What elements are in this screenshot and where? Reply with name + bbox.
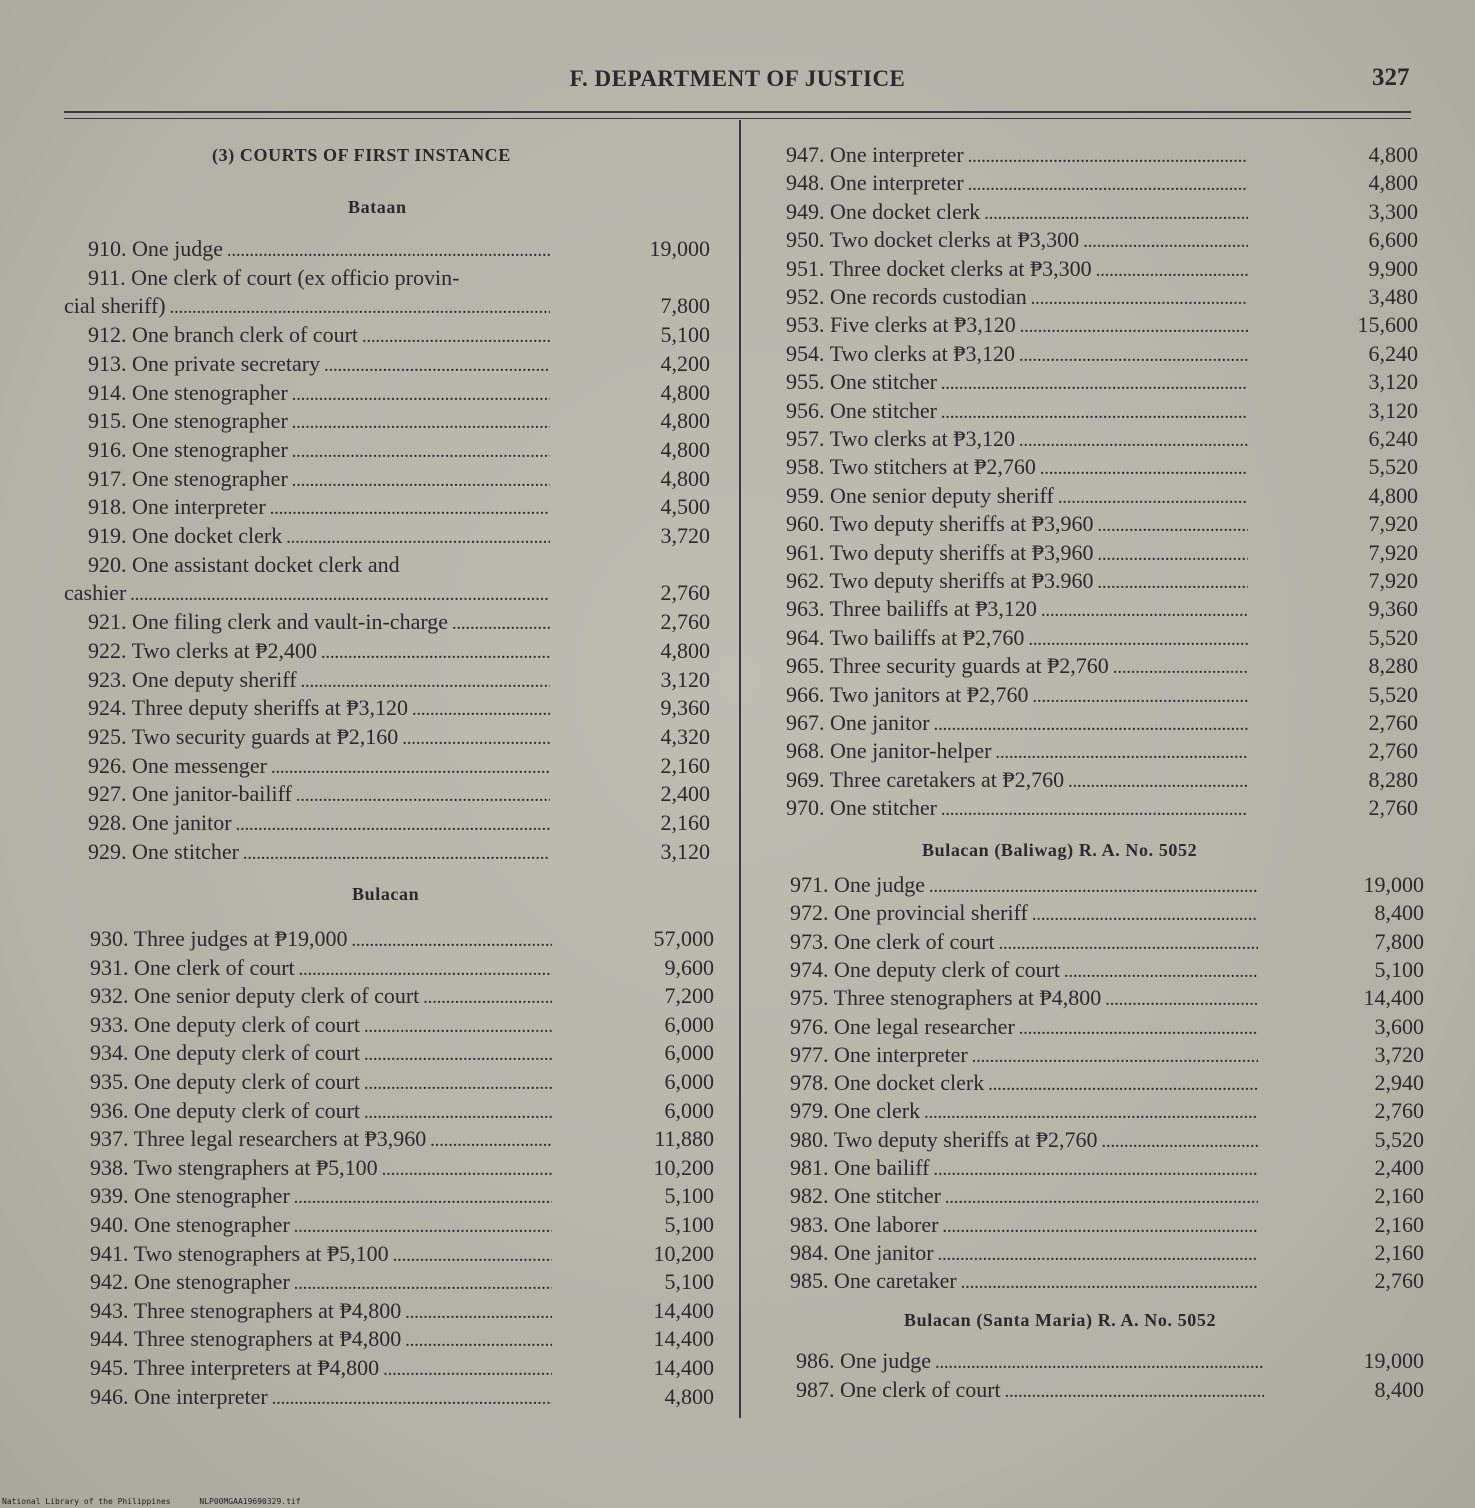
line-item (742, 1240, 1475, 1269)
line-item-amount: 8,280 (1368, 653, 1418, 679)
line-item (0, 494, 739, 523)
line-item-amount: 3,300 (1368, 198, 1418, 224)
line-item (0, 1241, 739, 1270)
line-item-amount: 2,760 (1374, 1268, 1424, 1294)
line-item (742, 540, 1475, 569)
line-item-amount: 4,800 (1368, 142, 1418, 167)
line-item-text: 937. Three legal researchers at ₱3,960 ..... (90, 1126, 552, 1152)
line-item-amount: 2,160 (660, 752, 710, 778)
subsection-heading-bulacan: Bulacan (352, 884, 420, 904)
line-item-text: 958. Two stitchers at ₱2,760 ..... (786, 454, 1248, 480)
line-item (0, 351, 739, 380)
line-item (0, 609, 739, 638)
line-item-text: 979. One clerk ..... (790, 1098, 1258, 1124)
line-item (742, 710, 1475, 739)
line-item (742, 312, 1475, 341)
line-item-text: 932. One senior deputy clerk of court ..... (90, 983, 552, 1009)
line-item-text: 966. Two janitors at ₱2,760 ..... (786, 682, 1248, 708)
line-item-amount: 7,200 (664, 983, 714, 1009)
line-item-text: 941. Two stenographers at ₱5,100 ..... (90, 1241, 552, 1267)
subsection-heading-bataan: Bataan (348, 197, 407, 217)
line-item (742, 1070, 1475, 1099)
line-item (0, 1126, 739, 1155)
line-item (742, 369, 1475, 398)
line-item-amount: 5,520 (1374, 1126, 1424, 1152)
line-item-amount: 8,400 (1374, 900, 1424, 926)
line-item-text: 954. Two clerks at ₱3,120 ..... (786, 341, 1248, 367)
subsection-heading-baliwag: Bulacan (Baliwag) R. A. No. 5052 (922, 840, 1198, 860)
line-item-amount: 6,600 (1368, 227, 1418, 253)
line-item-text: 915. One stenographer ..... (88, 408, 550, 434)
line-item (0, 1355, 739, 1384)
line-item (742, 284, 1475, 313)
line-item (742, 795, 1475, 824)
line-item-amount: 9,600 (664, 954, 714, 980)
footer-file: NLP00MGAA19690329.tif (199, 1497, 301, 1506)
line-item (742, 170, 1475, 199)
line-item (742, 1268, 1475, 1297)
page-number: 327 (1372, 64, 1410, 91)
line-item-text: 976. One legal researcher ..... (790, 1014, 1258, 1040)
line-item-text: 917. One stenographer ..... (88, 466, 550, 492)
line-item-text: cial sheriff) ..... (64, 293, 550, 319)
line-item (742, 957, 1475, 986)
line-item-text: 927. One janitor-bailiff ..... (88, 781, 550, 807)
line-item-amount: 7,800 (1374, 928, 1424, 954)
line-item (742, 653, 1475, 682)
line-item-text: 916. One stenographer ..... (88, 437, 550, 463)
column-divider (739, 120, 741, 1418)
line-item-amount: 7,920 (1368, 539, 1418, 565)
line-item (0, 667, 739, 696)
line-item-text: 946. One interpreter ..... (90, 1384, 552, 1410)
line-item-text: 968. One janitor-helper ..... (786, 738, 1248, 764)
line-item (742, 900, 1475, 929)
line-item-amount: 3,600 (1374, 1013, 1424, 1039)
line-item-amount: 5,520 (1368, 624, 1418, 650)
line-item (0, 1069, 739, 1098)
line-item (742, 872, 1475, 901)
line-item-amount: 3,120 (660, 838, 710, 864)
line-item-text: 963. Three bailiffs at ₱3,120 ..... (786, 596, 1248, 622)
line-item-text: 944. Three stenographers at ₱4,800 ..... (90, 1326, 552, 1352)
line-item-text: 942. One stenographer ..... (90, 1269, 552, 1295)
line-item (0, 1155, 739, 1184)
line-item (742, 341, 1475, 370)
line-item (742, 985, 1475, 1014)
line-item-text: 933. One deputy clerk of court ..... (90, 1012, 552, 1038)
line-item-text: 926. One messenger ..... (88, 753, 550, 779)
line-item (742, 1042, 1475, 1071)
line-item-text: 971. One judge ..... (790, 872, 1258, 898)
line-item-amount: 9,360 (1368, 596, 1418, 622)
line-item-text: 969. Three caretakers at ₱2,760 ..... (786, 767, 1248, 793)
line-item-amount: 3,120 (660, 666, 710, 692)
line-item-amount: 2,760 (1368, 795, 1418, 821)
line-item (0, 1298, 739, 1327)
line-item-amount: 14,400 (653, 1297, 714, 1323)
line-item-amount: 8,280 (1368, 766, 1418, 792)
line-item (0, 580, 739, 609)
line-item (742, 199, 1475, 228)
line-item-amount: 4,800 (1368, 170, 1418, 196)
line-item-text: 978. One docket clerk ..... (790, 1070, 1258, 1096)
line-item-text: 964. Two bailiffs at ₱2,760 ..... (786, 625, 1248, 651)
line-item-text: 965. Three security guards at ₱2,760 ..... (786, 653, 1248, 679)
line-item (742, 1212, 1475, 1241)
line-item (0, 781, 739, 810)
line-item-text: 980. Two deputy sheriffs at ₱2,760 ..... (790, 1127, 1258, 1153)
line-item (0, 926, 739, 955)
line-item-amount: 2,160 (660, 810, 710, 835)
line-item-text: 924. Three deputy sheriffs at ₱3,120 ..... (88, 695, 550, 721)
line-item-text: cashier ..... (64, 580, 550, 606)
line-item-text: 943. Three stenographers at ₱4,800 ..... (90, 1298, 552, 1324)
line-item (742, 1183, 1475, 1212)
line-item-text: 928. One janitor ..... (88, 810, 550, 836)
line-item-text: 949. One docket clerk ..... (786, 199, 1248, 225)
line-item-amount: 14,400 (1363, 985, 1424, 1011)
line-item-amount: 7,800 (660, 293, 710, 319)
line-item-text: 948. One interpreter ..... (786, 170, 1248, 196)
line-item-amount: 2,760 (660, 609, 710, 635)
line-item-text: 911. One clerk of court (ex officio provin- (88, 264, 460, 290)
line-item-text: 977. One interpreter ..... (790, 1042, 1258, 1068)
line-item (0, 1326, 739, 1355)
line-item (0, 753, 739, 782)
line-item (0, 695, 739, 724)
line-item-amount: 10,200 (653, 1154, 714, 1180)
line-item-text: 910. One judge ..... (88, 236, 550, 262)
line-item-amount: 19,000 (649, 236, 710, 261)
line-item-text: 984. One janitor ..... (790, 1240, 1258, 1266)
line-item (742, 483, 1475, 512)
line-item-text: 923. One deputy sheriff ..... (88, 667, 550, 693)
line-item (742, 256, 1475, 285)
line-item-text: 939. One stenographer ..... (90, 1183, 552, 1209)
line-item (742, 1377, 1475, 1406)
line-item (742, 929, 1475, 958)
line-item-amount: 5,100 (664, 1269, 714, 1295)
line-item-text: 955. One stitcher ..... (786, 369, 1248, 395)
line-item-amount: 4,200 (660, 350, 710, 376)
line-item-text: 975. Three stenographers at ₱4,800 ..... (790, 985, 1258, 1011)
line-item-amount: 2,400 (1374, 1155, 1424, 1180)
line-item-amount: 5,100 (664, 1183, 714, 1209)
line-item (0, 1384, 739, 1413)
line-item-text: 956. One stitcher ..... (786, 398, 1248, 424)
line-item-text: 931. One clerk of court ..... (90, 955, 552, 981)
line-item-text: 959. One senior deputy sheriff ..... (786, 483, 1248, 509)
line-item-amount: 2,940 (1374, 1070, 1424, 1096)
line-item-amount: 15,600 (1357, 312, 1418, 338)
line-item-amount: 3,720 (1374, 1041, 1424, 1067)
line-item-amount: 3,120 (1368, 397, 1418, 423)
line-item-text: 938. Two stengraphers at ₱5,100 ..... (90, 1155, 552, 1181)
line-item-text: 952. One records custodian ..... (786, 284, 1248, 310)
line-item-amount: 10,200 (653, 1240, 714, 1266)
line-item (0, 955, 739, 984)
line-item-amount: 4,800 (660, 379, 710, 405)
line-item-amount: 6,240 (1368, 340, 1418, 366)
line-item-amount: 3,480 (1368, 284, 1418, 309)
line-item (0, 437, 739, 466)
line-item (742, 398, 1475, 427)
line-item-amount: 2,760 (1368, 710, 1418, 735)
subsection-heading-santa-maria: Bulacan (Santa Maria) R. A. No. 5052 (904, 1310, 1217, 1330)
line-item-text: 947. One interpreter ..... (786, 142, 1248, 168)
line-item-text: 930. Three judges at ₱19,000 ..... (90, 926, 552, 952)
line-item (0, 1269, 739, 1298)
line-item-amount: 5,520 (1368, 454, 1418, 480)
line-item-text: 919. One docket clerk ..... (88, 523, 550, 549)
line-item-text: 913. One private secretary ..... (88, 351, 550, 377)
line-item (742, 625, 1475, 654)
line-item (742, 568, 1475, 597)
line-item-amount: 6,000 (664, 1069, 714, 1094)
line-item (742, 142, 1475, 171)
line-item-amount: 4,320 (660, 723, 710, 749)
line-item (0, 1098, 739, 1127)
line-item-text: 957. Two clerks at ₱3,120 ..... (786, 426, 1248, 452)
line-item (742, 511, 1475, 540)
line-item (0, 265, 739, 294)
line-item-text: 940. One stenographer ..... (90, 1212, 552, 1238)
line-item-amount: 2,760 (660, 580, 710, 606)
line-item-amount: 2,760 (1368, 738, 1418, 764)
line-item-amount: 2,160 (1374, 1183, 1424, 1209)
line-item (0, 1012, 739, 1041)
line-item-text: 921. One filing clerk and vault-in-charge ..... (88, 609, 550, 635)
line-item-amount: 5,100 (660, 322, 710, 348)
line-item-text: 983. One laborer ..... (790, 1212, 1258, 1238)
line-item-text: 951. Three docket clerks at ₱3,300 ..... (786, 256, 1248, 282)
line-item-text: 970. One stitcher ..... (786, 795, 1248, 821)
line-item-amount: 2,160 (1374, 1239, 1424, 1265)
line-item-text: 918. One interpreter ..... (88, 494, 550, 520)
line-item-amount: 2,760 (1374, 1098, 1424, 1124)
line-item-amount: 5,100 (664, 1212, 714, 1237)
line-item-amount: 4,800 (660, 408, 710, 434)
line-item-text: 960. Two deputy sheriffs at ₱3,960 ..... (786, 511, 1248, 537)
footer (2, 1497, 325, 1506)
line-item-text: 912. One branch clerk of court ..... (88, 322, 550, 348)
line-item (742, 426, 1475, 455)
line-item-amount: 9,900 (1368, 255, 1418, 281)
header-rule (64, 111, 1411, 113)
line-item (0, 236, 739, 265)
line-item-text: 914. One stenographer ..... (88, 380, 550, 406)
line-item-amount: 14,400 (653, 1326, 714, 1352)
line-item-amount: 9,360 (660, 695, 710, 721)
line-item-amount: 7,920 (1368, 511, 1418, 537)
line-item (742, 1348, 1475, 1377)
line-item-amount: 3,120 (1368, 369, 1418, 395)
line-item (0, 293, 739, 322)
line-item-text: 922. Two clerks at ₱2,400 ..... (88, 638, 550, 664)
line-item-text: 981. One bailiff ..... (790, 1155, 1258, 1181)
line-item (742, 454, 1475, 483)
line-item (742, 1014, 1475, 1043)
line-item-amount: 4,800 (660, 436, 710, 462)
header-rule-thin (64, 118, 1411, 119)
line-item (0, 523, 739, 552)
line-item-text: 945. Three interpreters at ₱4,800 ..... (90, 1355, 552, 1381)
line-item-text: 950. Two docket clerks at ₱3,300 ..... (786, 227, 1248, 253)
line-item-amount: 6,000 (664, 1011, 714, 1037)
line-item (0, 638, 739, 667)
page-title: F. DEPARTMENT OF JUSTICE (569, 66, 906, 91)
line-item-amount: 6,240 (1368, 426, 1418, 451)
line-item (0, 839, 739, 868)
line-item (742, 1155, 1475, 1184)
line-item-text: 962. Two deputy sheriffs at ₱3.960 ..... (786, 568, 1248, 594)
line-item-text: 967. One janitor ..... (786, 710, 1248, 736)
line-item (742, 596, 1475, 625)
line-item-text: 987. One clerk of court ..... (796, 1377, 1264, 1403)
line-item (0, 466, 739, 495)
line-item-text: 972. One provincial sheriff ..... (790, 900, 1258, 926)
line-item (0, 408, 739, 437)
line-item-text: 935. One deputy clerk of court ..... (90, 1069, 552, 1095)
line-item-text: 920. One assistant docket clerk and (88, 551, 400, 577)
line-item-amount: 4,800 (660, 465, 710, 491)
line-item (742, 1098, 1475, 1127)
line-item (0, 983, 739, 1012)
line-item (0, 724, 739, 753)
line-item-amount: 6,000 (664, 1097, 714, 1123)
line-item-amount: 14,400 (653, 1355, 714, 1380)
line-item-amount: 7,920 (1368, 568, 1418, 593)
line-item (0, 1183, 739, 1212)
line-item-amount: 4,800 (1368, 482, 1418, 508)
line-item-amount: 5,100 (1374, 956, 1424, 982)
footer-library: National Library of the Philippines (2, 1497, 171, 1506)
line-item (742, 767, 1475, 796)
line-item-text: 961. Two deputy sheriffs at ₱3,960 ..... (786, 540, 1248, 566)
line-item (742, 227, 1475, 256)
line-item (742, 738, 1475, 767)
line-item-text: 982. One stitcher ..... (790, 1183, 1258, 1209)
line-item-amount: 19,000 (1363, 872, 1424, 897)
line-item-text: 934. One deputy clerk of court ..... (90, 1040, 552, 1066)
line-item-amount: 2,400 (660, 781, 710, 807)
line-item (0, 322, 739, 351)
line-item-text: 929. One stitcher ..... (88, 839, 550, 865)
section-heading: (3) COURTS OF FIRST INSTANCE (212, 145, 511, 165)
line-item-text: 985. One caretaker ..... (790, 1268, 1258, 1294)
line-item-amount: 57,000 (653, 926, 714, 951)
line-item-amount: 5,520 (1368, 681, 1418, 707)
line-item (0, 810, 739, 839)
line-item-text: 953. Five clerks at ₱3,120 ..... (786, 312, 1248, 338)
line-item-amount: 6,000 (664, 1040, 714, 1066)
line-item-amount: 2,160 (1374, 1211, 1424, 1237)
line-item-amount: 4,800 (660, 637, 710, 663)
line-item-amount: 8,400 (1374, 1376, 1424, 1402)
line-item-amount: 4,800 (664, 1383, 714, 1409)
line-item (0, 1212, 739, 1241)
line-item-text: 973. One clerk of court ..... (790, 929, 1258, 955)
line-item-text: 974. One deputy clerk of court ..... (790, 957, 1258, 983)
line-item (742, 682, 1475, 711)
line-item (0, 552, 739, 581)
line-item (0, 380, 739, 409)
line-item-text: 986. One judge ..... (796, 1348, 1264, 1374)
line-item-text: 925. Two security guards at ₱2,160 ..... (88, 724, 550, 750)
line-item-amount: 19,000 (1363, 1348, 1424, 1373)
line-item-amount: 3,720 (660, 523, 710, 548)
line-item (742, 1127, 1475, 1156)
line-item-amount: 11,880 (654, 1126, 714, 1152)
line-item-text: 936. One deputy clerk of court ..... (90, 1098, 552, 1124)
line-item (0, 1040, 739, 1069)
line-item-amount: 4,500 (660, 494, 710, 520)
